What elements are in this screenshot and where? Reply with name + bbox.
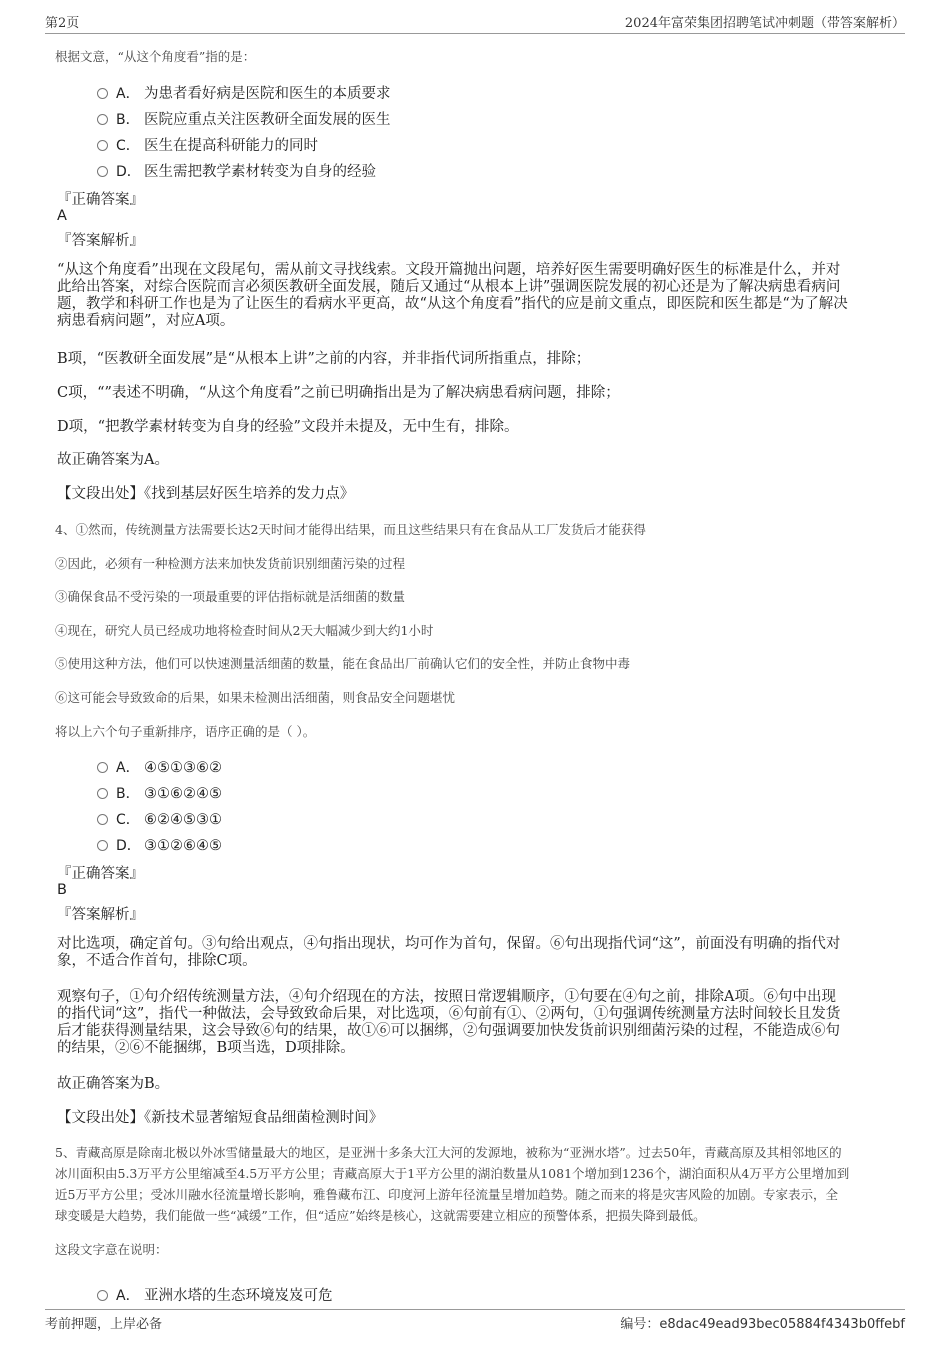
radio-icon[interactable] [97,88,108,99]
radio-icon[interactable] [97,840,108,851]
q4-sentence-1: 4、①然而，传统测量方法需要长达2天时间才能得出结果，而且这些结果只有在食品从工厂发货后才能获得 [55,522,646,537]
document-title: 2024年富荣集团招聘笔试冲刺题（带答案解析） [624,16,905,31]
q4-sentence-3: ③确保食品不受污染的一项最重要的评估指标就是活细菌的数量 [55,589,406,604]
q4-sentence-4: ④现在，研究人员已经成功地将检查时间从2天大幅减少到大约1小时 [55,623,434,638]
q3-source: 【文段出处】《找到基层好医生培养的发力点》 [57,486,355,502]
q4-sentence-2: ②因此，必须有一种检测方法来加快发货前识别细菌污染的过程 [55,556,406,571]
q4-answer-label: 『正确答案』 [57,866,144,882]
page-header [45,12,905,32]
q4-conclusion: 故正确答案为B。 [57,1076,170,1092]
q3-prompt: 根据文意，“从这个角度看”指的是： [55,49,256,64]
footer-slogan: 考前押题，上岸必备 [45,1317,163,1332]
document-id: 编号：e8dac49ead93bec05884f4343b0ffebf [620,1317,905,1332]
q4-answer: B [57,882,67,898]
q4-option-c[interactable]: C． ⑥②④⑤③① [97,809,222,829]
q3-option-c[interactable]: C． 医生在提高科研能力的同时 [97,134,318,155]
q4-source: 【文段出处】《新技术显著缩短食品细菌检测时间》 [57,1110,384,1126]
radio-icon[interactable] [97,788,108,799]
q4-analysis-2: 观察句子，①句介绍传统测量方法，④句介绍现在的方法，按照日常逻辑顺序，①句要在④句之前，排除A项。⑥句中出现 的指代词“这”，指代一种做法，会导致致命后果，对比选项，⑥句前有①、②两句，①句强调传统测量方法时间较长且发货 后才能获得测量结果，这会导致⑥句的结果，故①⑥可以捆绑，②句强调要加快发货前识别细菌污染的过程，不能造成⑥句 的结果，②⑥不能捆绑，B项当选，D项排除。 [57,989,841,1056]
q5-prompt: 这段文字意在说明： [55,1242,168,1257]
q4-option-b[interactable]: B． ③①⑥②④⑤ [97,783,222,803]
page-number: 第2页 [45,16,80,31]
radio-icon[interactable] [97,1290,108,1301]
q4-prompt: 将以上六个句子重新排序，语序正确的是（ ）。 [55,724,316,739]
q4-option-a[interactable]: A． ④⑤①③⑥② [97,757,222,777]
q3-analysis-label: 『答案解析』 [57,233,144,249]
radio-icon[interactable] [97,166,108,177]
q3-option-b[interactable]: B． 医院应重点关注医教研全面发展的医生 [97,108,391,129]
header-divider [45,33,905,34]
q3-analysis-main: “从这个角度看”出现在文段尾句，需从前文寻找线索。文段开篇抛出问题，培养好医生需要明确好医生的标准是什么，并对 此给出答案，对综合医院而言必须医教研全面发展，随后又通过“从根本上讲”强调医院发展的初心还是为了解决病患看病问 题，教学和科研工作也是为了让医生的看病水平更高，故“从这个角度看”指代的应是前文重点，即医院和医生都是“为了解决 病患看病问题”，对应A项。 [57,262,848,329]
q5-passage: 5、青藏高原是除南北极以外冰雪储量最大的地区，是亚洲十多条大江大河的发源地，被称为“亚洲水塔”。过去50年，青藏高原及其相邻地区的 冰川面积由5.3万平方公里缩减至4.5万平方公里；青藏高原大于1平方公里的湖泊数量从1081个增加到1236个，湖泊面积从4万平方公里增加到 近5万平方公里；受冰川融水径流量增长影响，雅鲁藏布江、印度河上游年径流量呈增加趋势。随之而来的将是灾害风险的加剧。专家表示，全 球变暖是大趋势，我们能做一些“减缓”工作，但“适应”始终是核心，这就需要建立相应的预警体系，把损失降到最低。 [55,1145,850,1223]
q4-sentence-6: ⑥这可能会导致致命的后果，如果未检测出活细菌，则食品安全问题堪忧 [55,690,456,705]
radio-icon[interactable] [97,762,108,773]
q4-analysis-1: 对比选项，确定首句。③句给出观点，④句指出现状，均可作为首句，保留。⑥句出现指代词“这”，前面没有明确的指代对 象，不适合作首句，排除C项。 [57,936,841,969]
q3-option-d[interactable]: D． 医生需把教学素材转变为自身的经验 [97,160,376,181]
q3-conclusion: 故正确答案为A。 [57,452,169,468]
footer-divider [45,1309,905,1310]
q5-option-a[interactable]: A． 亚洲水塔的生态环境岌岌可危 [97,1284,333,1305]
radio-icon[interactable] [97,114,108,125]
q4-option-d[interactable]: D． ③①②⑥④⑤ [97,835,222,855]
q4-analysis-label: 『答案解析』 [57,907,144,923]
radio-icon[interactable] [97,140,108,151]
q3-analysis-b: B项，“医教研全面发展”是“从根本上讲”之前的内容，并非指代词所指重点，排除； [57,351,591,367]
q3-answer-label: 『正确答案』 [57,192,144,208]
q3-analysis-c: C项，“”表述不明确，“从这个角度看”之前已明确指出是为了解决病患看病问题，排除； [57,385,620,401]
page-footer [45,1313,905,1333]
q3-analysis-d: D项，“把教学素材转变为自身的经验”文段并未提及，无中生有，排除。 [57,419,519,435]
q4-sentence-5: ⑤使用这种方法，他们可以快速测量活细菌的数量，能在食品出厂前确认它们的安全性，并防止食物中毒 [55,656,631,671]
radio-icon[interactable] [97,814,108,825]
q3-option-a[interactable]: A． 为患者看好病是医院和医生的本质要求 [97,82,391,103]
q3-answer: A [57,208,67,224]
